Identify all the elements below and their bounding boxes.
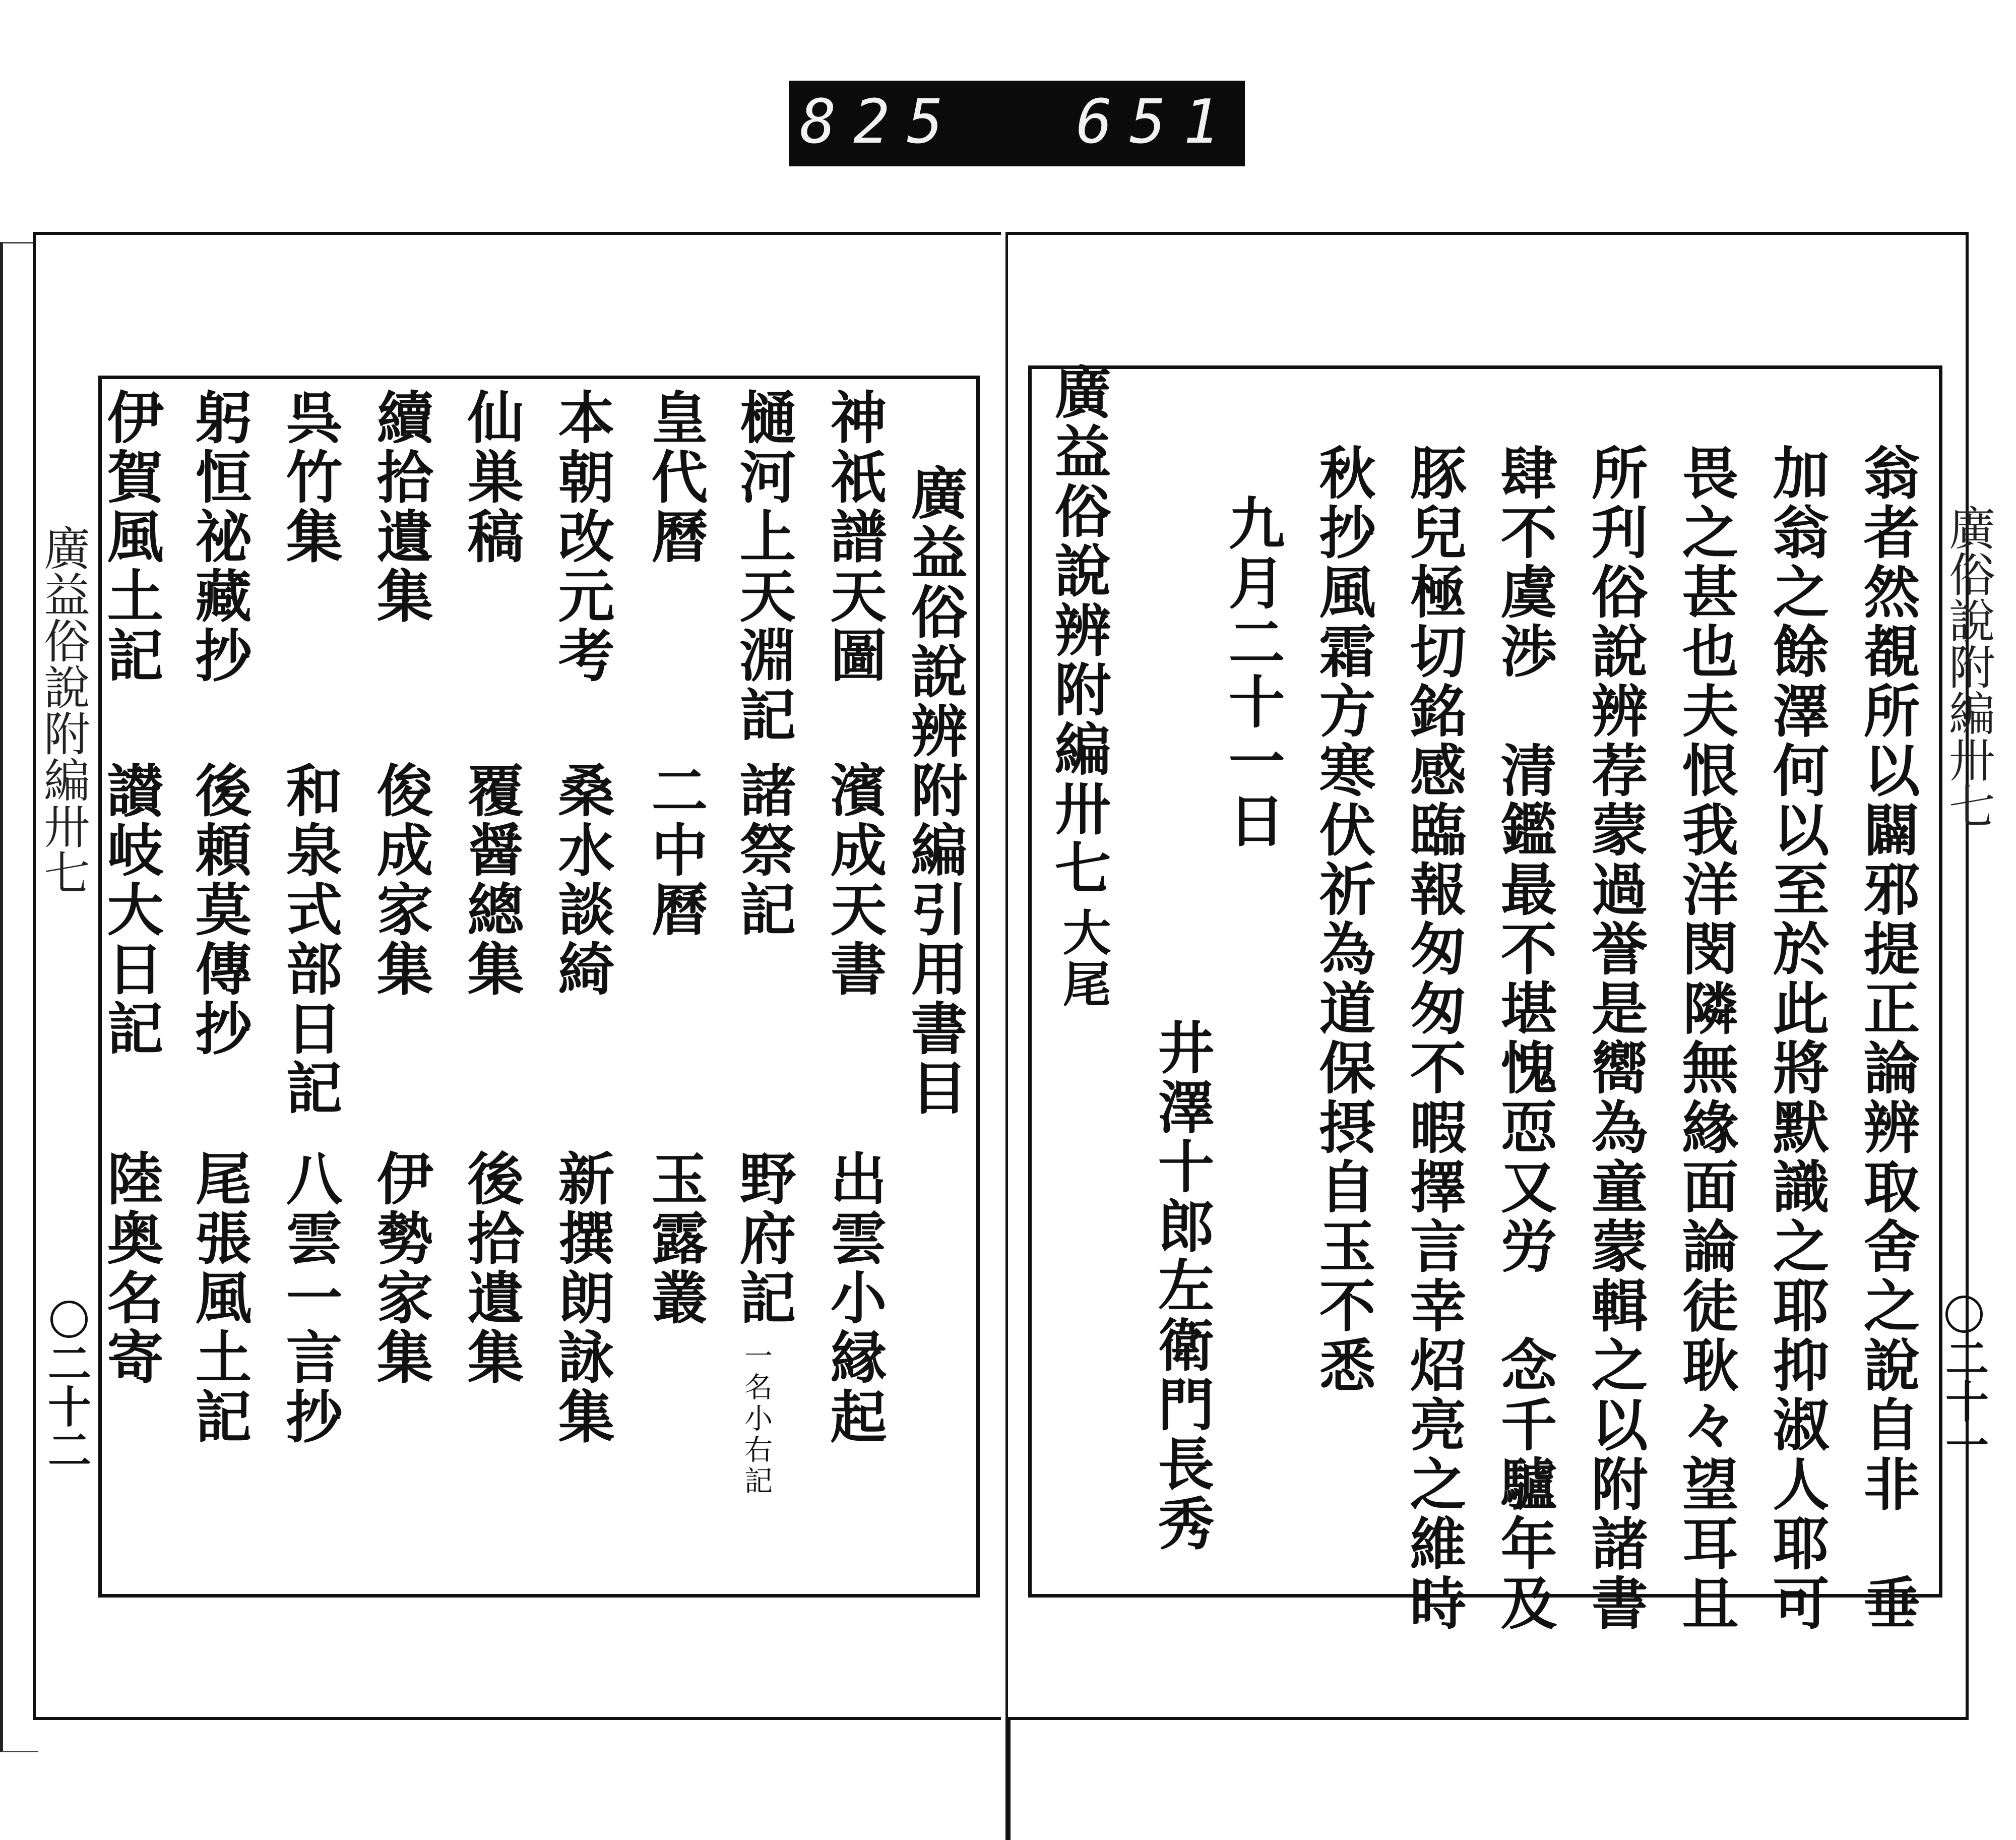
left-margin-title: 廣益俗說附編卅七 [36, 524, 90, 895]
right-page-number: 二十一 [1938, 1336, 1989, 1466]
book-entry: 仙巣稿 [458, 388, 524, 567]
book-entry: 野府記 [730, 1149, 796, 1328]
book-entry: 陸奥名寄 [98, 1149, 164, 1387]
book-entry: 和泉式部日記 [277, 761, 343, 1118]
body-column: 畏之甚也夫恨我洋閔隣無緣面論徒耿々望耳且 [1673, 444, 1739, 1633]
book-entry: 躬恒祕藏抄 [186, 388, 252, 686]
left-heading: 廣益俗說辨附編引用書目 [902, 464, 968, 1118]
book-entry: 出雲小縁起 [821, 1149, 887, 1447]
letter-date: 九月二十一日 [1219, 494, 1285, 851]
book-entry: 諸祭記 [730, 761, 796, 940]
right-footer-title: 廣益俗說辨附編卅七 [1045, 363, 1111, 898]
body-column: 肆不虞渉 清鑑最不堪愧恧又労 念千驢年及 [1491, 444, 1557, 1633]
body-column: 秋抄風霜方寒伏祈為道保摂自玉不悉 [1310, 444, 1376, 1395]
catalog-label [789, 81, 1245, 166]
page-circle-mark [50, 1301, 88, 1338]
book-entry: 呉竹集 [277, 388, 343, 567]
book-entry: 讃岐大日記 [98, 761, 164, 1059]
body-column: 加翁之餘澤何以至於此將默識之耶抑淑人耶可 [1763, 444, 1830, 1633]
page-circle-mark [1945, 1296, 1983, 1333]
catalog-number-left: 825 [800, 87, 961, 157]
book-entry: 樋河上天淵記 [730, 388, 796, 745]
book-entry: 濱成天書 [821, 761, 887, 999]
catalog-number-right: 651 [1076, 87, 1237, 157]
book-entry: 神祇譜天圖 [821, 388, 887, 686]
right-margin-title: 廣俗說附編卅七 [1941, 504, 1995, 829]
letter-signature: 井澤十郎左衛門長秀 [1149, 1018, 1215, 1554]
book-entry: 尾張風土記 [186, 1149, 252, 1447]
book-entry: 續拾遺集 [367, 388, 433, 626]
entry-note: 一名小右記 [740, 1341, 773, 1497]
book-entry: 二中曆 [642, 761, 708, 940]
book-entry: 後頼莫傳抄 [186, 761, 252, 1059]
book-entry: 後拾遺集 [458, 1149, 524, 1387]
book-entry: 八雲一言抄 [277, 1149, 343, 1447]
book-entry: 玉露叢 [642, 1149, 708, 1328]
body-column: 豚兒極切銘感臨報匆匆不暇擇言幸炤亮之維時 [1401, 444, 1467, 1633]
book-entry: 皇代曆 [642, 388, 708, 567]
book-entry: 覆醤總集 [458, 761, 524, 999]
body-column: 所刋俗說辨荐蒙過誉是嚮為童蒙輯之以附諸書 [1582, 444, 1648, 1633]
book-entry: 伊賀風土記 [98, 388, 164, 686]
book-entry: 伊勢家集 [367, 1149, 433, 1387]
book-entry: 新撰朗詠集 [549, 1149, 615, 1447]
book-entry: 本朝改元考 [549, 388, 615, 686]
right-footer-note: 大尾 [1055, 907, 1112, 1010]
book-entry: 桑水談綺 [549, 761, 615, 999]
book-entry: 俊成家集 [367, 761, 433, 999]
left-page-number: 二十二 [40, 1341, 91, 1471]
body-column: 翁者然覩所以闢邪提正論辨取舍之說自非 垂 [1854, 444, 1920, 1633]
